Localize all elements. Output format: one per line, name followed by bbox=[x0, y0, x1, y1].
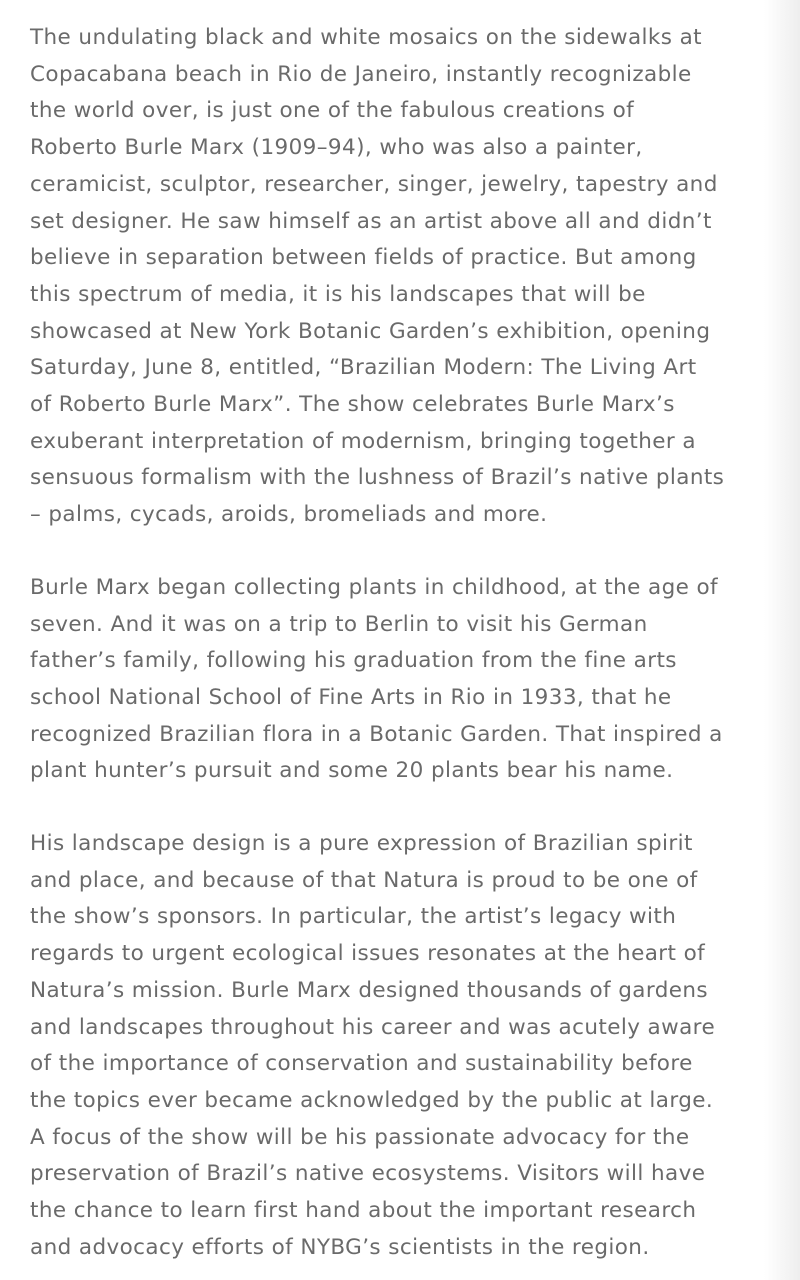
text-line: regards to urgent ecological issues resonates at the heart of bbox=[30, 941, 706, 967]
text-line: school National School of Fine Arts in Rio in 1933, that he bbox=[30, 684, 672, 710]
text-line: His landscape design is a pure expression of Brazilian spirit bbox=[30, 831, 693, 857]
text-line: Copacabana beach in Rio de Janeiro, instantly recognizable bbox=[30, 61, 692, 87]
text-line: exuberant interpretation of modernism, bringing together a bbox=[30, 428, 696, 454]
text-line: showcased at New York Botanic Garden’s exhibition, opening bbox=[30, 318, 711, 344]
text-line: this spectrum of media, it is his landscapes that will be bbox=[30, 281, 646, 307]
text-line: plant hunter’s pursuit and some 20 plants bear his name. bbox=[30, 758, 674, 784]
text-line: of the importance of conservation and sustainability before bbox=[30, 1051, 693, 1077]
text-line: father’s family, following his graduation from the fine arts bbox=[30, 648, 677, 674]
text-line: and place, and because of that Natura is proud to be one of bbox=[30, 867, 698, 893]
text-line: of Roberto Burle Marx”. The show celebrates Burle Marx’s bbox=[30, 392, 675, 418]
text-line: ceramicist, sculptor, researcher, singer, jewelry, tapestry and bbox=[30, 171, 718, 197]
text-line: the world over, is just one of the fabulous creations of bbox=[30, 98, 635, 124]
text-line: Natura’s mission. Burle Marx designed thousands of gardens bbox=[30, 977, 709, 1003]
text-line: and advocacy efforts of NYBG’s scientists in the region. bbox=[30, 1234, 650, 1260]
text-line: the show’s sponsors. In particular, the artist’s legacy with bbox=[30, 904, 677, 930]
article-body bbox=[30, 20, 780, 1280]
text-line: The undulating black and white mosaics on the sidewalks at bbox=[30, 25, 702, 50]
text-line: the chance to learn first hand about the important research bbox=[30, 1198, 697, 1224]
text-line: recognized Brazilian flora in a Botanic Garden. That inspired a bbox=[30, 721, 723, 747]
text-line: A focus of the show will be his passionate advocacy for the bbox=[30, 1124, 690, 1150]
text-line: the topics ever became acknowledged by the public at large. bbox=[30, 1087, 714, 1113]
text-line: – palms, cycads, aroids, bromeliads and more. bbox=[30, 502, 548, 528]
text-line: Roberto Burle Marx (1909–94), who was also a painter, bbox=[30, 135, 643, 161]
paragraph-2 bbox=[30, 570, 780, 790]
paragraph-1 bbox=[30, 20, 780, 534]
paragraph-3 bbox=[30, 826, 780, 1266]
text-line: set designer. He saw himself as an artist above all and didn’t bbox=[30, 208, 712, 234]
text-line: Burle Marx began collecting plants in childhood, at the age of bbox=[30, 574, 719, 600]
text-line: believe in separation between fields of practice. But among bbox=[30, 245, 697, 271]
text-line: Saturday, June 8, entitled, “Brazilian Modern: The Living Art bbox=[30, 355, 697, 381]
text-line: sensuous formalism with the lushness of Brazil’s native plants bbox=[30, 465, 725, 491]
text-line: and landscapes throughout his career and was acutely aware bbox=[30, 1014, 716, 1040]
text-line: preservation of Brazil’s native ecosystems. Visitors will have bbox=[30, 1161, 706, 1187]
text-line: seven. And it was on a trip to Berlin to visit his German bbox=[30, 611, 648, 637]
